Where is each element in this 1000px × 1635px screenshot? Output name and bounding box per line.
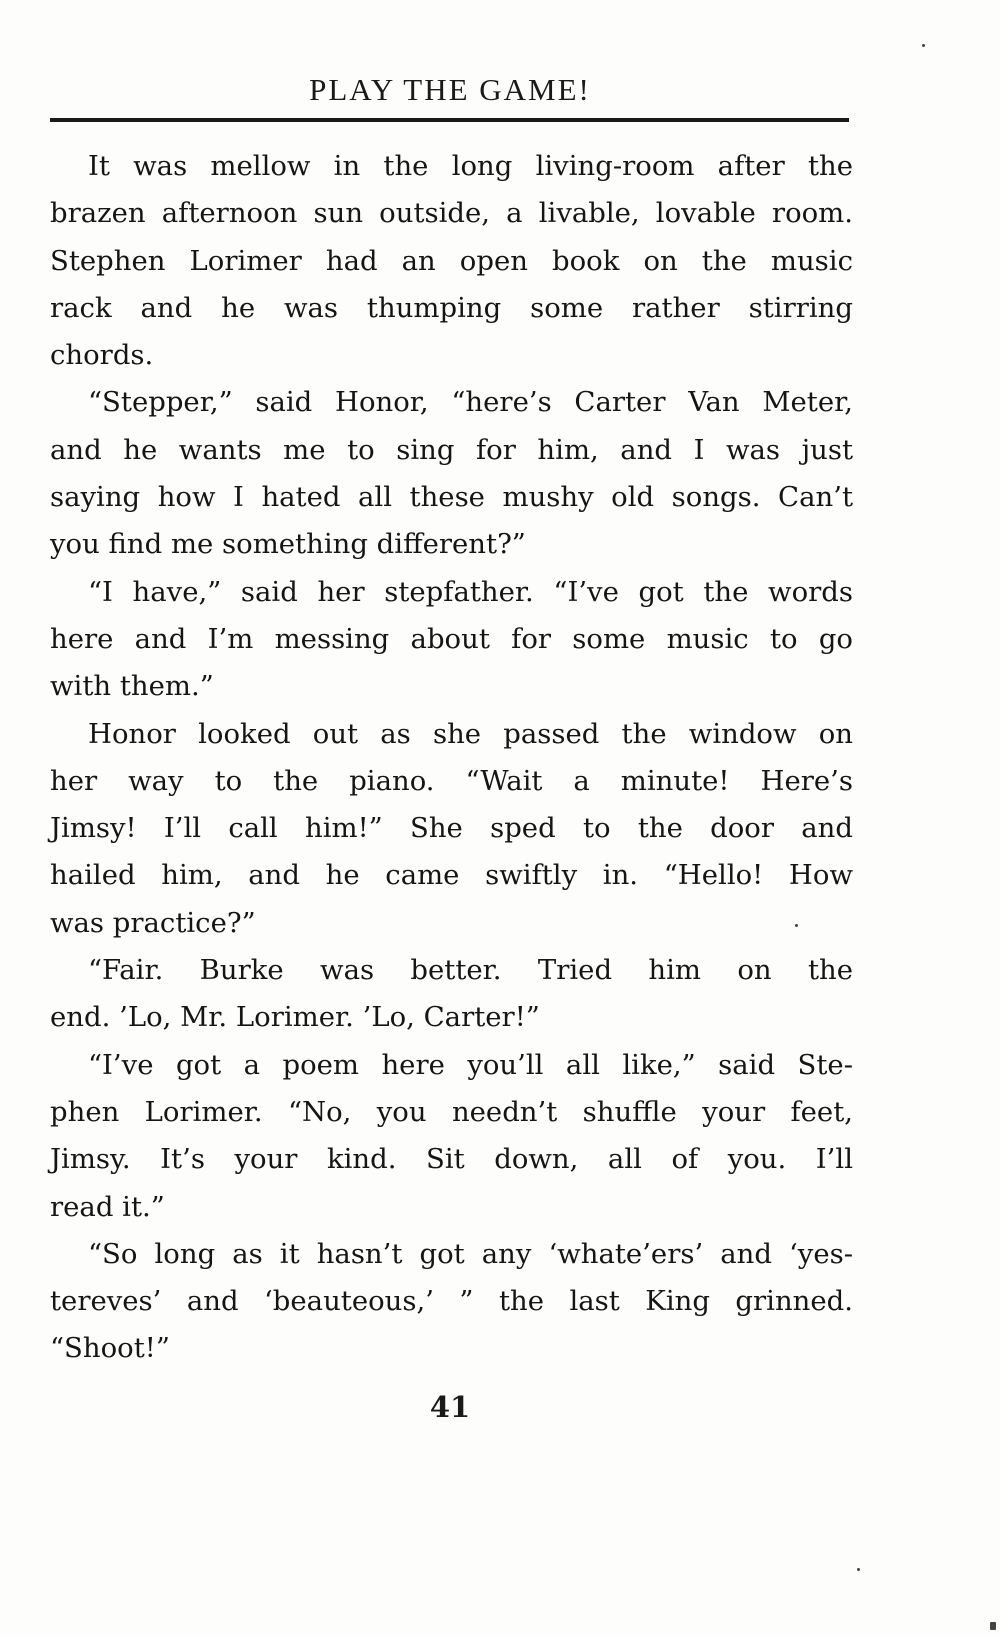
text-line: Jimsy! I’ll call him!” She sped to the door and bbox=[50, 812, 853, 845]
page-number: 41 bbox=[429, 1390, 471, 1424]
text-line: you find me something different?” bbox=[50, 528, 526, 561]
text-line: saying how I hated all these mushy old songs. Can’t bbox=[50, 481, 853, 514]
text-line: Jimsy. It’s your kind. Sit down, all of you. I’ll bbox=[50, 1143, 853, 1176]
text-line: rack and he was thumping some rather stirring bbox=[50, 291, 853, 324]
print-speck bbox=[795, 924, 798, 927]
header-rule bbox=[50, 118, 849, 122]
text-line: “I have,” said her stepfather. “I’ve got the words bbox=[88, 575, 853, 608]
text-line: and he wants me to sing for him, and I was just bbox=[50, 433, 853, 466]
print-speck bbox=[990, 1622, 996, 1630]
running-head: PLAY THE GAME! bbox=[309, 72, 591, 107]
text-line: read it.” bbox=[50, 1190, 165, 1223]
text-line: Honor looked out as she passed the window on bbox=[88, 717, 853, 750]
text-line: with them.” bbox=[50, 670, 214, 703]
text-line: “Shoot!” bbox=[50, 1332, 170, 1365]
text-line: end. ’Lo, Mr. Lorimer. ’Lo, Carter!” bbox=[50, 1001, 540, 1034]
text-line: chords. bbox=[50, 339, 154, 372]
text-line: “So long as it hasn’t got any ‘whate’ers’ and ‘yes- bbox=[88, 1237, 853, 1270]
text-line: “Stepper,” said Honor, “here’s Carter Van Meter, bbox=[88, 386, 853, 419]
print-speck bbox=[857, 1568, 860, 1571]
text-line: phen Lorimer. “No, you needn’t shuffle your feet, bbox=[50, 1095, 853, 1128]
text-line: Stephen Lorimer had an open book on the music bbox=[50, 244, 853, 277]
text-line: hailed him, and he came swiftly in. “Hello! How bbox=[50, 859, 853, 892]
text-line: her way to the piano. “Wait a minute! Here’s bbox=[50, 764, 853, 797]
text-line: tereves’ and ‘beauteous,’ ” the last King grinned. bbox=[50, 1285, 853, 1318]
text-line: here and I’m messing about for some music to go bbox=[50, 622, 853, 655]
text-line: “I’ve got a poem here you’ll all like,” said Ste- bbox=[88, 1048, 853, 1081]
text-line: It was mellow in the long living-room after the bbox=[88, 150, 853, 182]
text-line: brazen afternoon sun outside, a livable, lovable room. bbox=[50, 197, 853, 230]
text-line: was practice?” bbox=[50, 906, 256, 939]
print-speck bbox=[922, 44, 925, 47]
body-text bbox=[50, 143, 853, 1373]
text-line: “Fair. Burke was better. Tried him on the bbox=[88, 954, 853, 987]
